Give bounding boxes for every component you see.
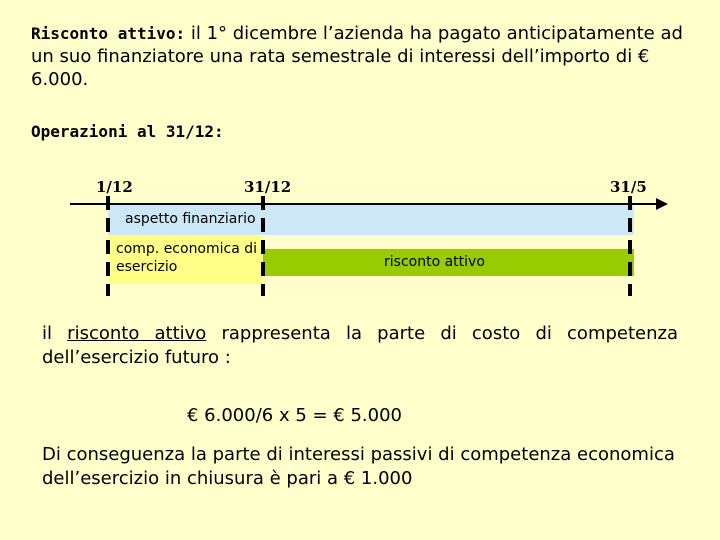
explanation-highlight: risconto attivo [67, 323, 207, 344]
date-start: 1/12 [96, 178, 133, 196]
section-heading: Operazioni al 31/12: [31, 122, 224, 141]
conclusion-paragraph: Di conseguenza la parte di interessi passivi di competenza economica dell’esercizio in chiusura è pari a € 1.000 [42, 444, 675, 489]
intro-text: il 1° dicembre l’azienda ha pagato anticipatamente ad un suo finanziatore una rata semestrale di interessi dell’importo di € 6.000. [31, 23, 683, 90]
explanation-prefix: il [42, 323, 68, 344]
date-year-end: 31/12 [244, 178, 292, 196]
band-financial-label: aspetto finanziario [125, 211, 256, 227]
explanation-paragraph [42, 322, 678, 370]
intro-lead: Risconto attivo: [31, 24, 186, 43]
band-economic-label: comp. economica di esercizio [116, 241, 258, 275]
band-risconto-label: risconto attivo [384, 254, 485, 270]
timeline-arrowhead [656, 198, 668, 210]
date-end: 31/5 [610, 178, 647, 196]
explanation-rest: rappresenta la parte di costo di competenza dell’esercizio futuro : [42, 323, 678, 368]
formula: € 6.000/6 x 5 = € 5.000 [187, 405, 402, 426]
